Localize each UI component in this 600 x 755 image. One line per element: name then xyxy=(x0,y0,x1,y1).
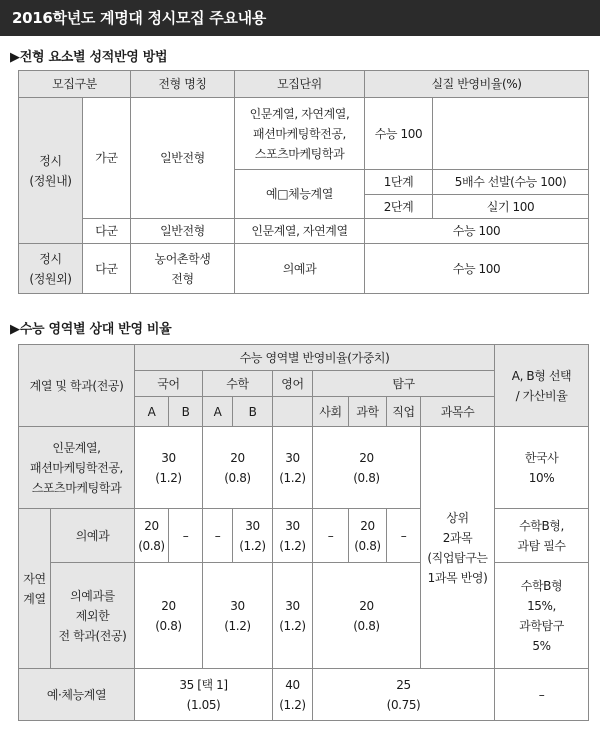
units-general: 인문계열, 자연계열, 패션마케팅학전공, 스포츠마케팅학과 xyxy=(235,98,365,170)
dept-medical: 의예과 xyxy=(51,509,135,563)
page-title: 2016학년도 계명대 정시모집 주요내용 xyxy=(0,0,600,36)
header-ratio-weight: 수능 영역별 반영비율(가중치) xyxy=(135,345,495,371)
unit-arts: 예□체능계열 xyxy=(235,170,365,219)
bonus-nature: 수학B형 15%, 과학탐구 5% xyxy=(495,563,589,669)
header-count: 과목수 xyxy=(421,397,495,427)
dept-nature-others: 의예과를 제외한 전 학과(전공) xyxy=(51,563,135,669)
header-math-a: A xyxy=(203,397,233,427)
tamgu-nature: 20 (0.8) xyxy=(313,563,421,669)
header-social: 사회 xyxy=(313,397,349,427)
units-da: 인문계열, 자연계열 xyxy=(235,219,365,244)
header-dept: 계열 및 학과(전공) xyxy=(19,345,135,427)
header-math-b: B xyxy=(233,397,273,427)
category-regular-in: 정시 (정원내) xyxy=(19,98,83,244)
header-tamgu: 탐구 xyxy=(313,371,495,397)
header-korean-b: B xyxy=(169,397,203,427)
english-humanities: 30 (1.2) xyxy=(273,427,313,509)
ratio-suneung-out: 수능 100 xyxy=(365,244,589,294)
math-b-medical: 30 (1.2) xyxy=(233,509,273,563)
section-title-scoring: ▶전형 요소별 성적반영 방법 xyxy=(10,50,168,65)
admission-general-ga: 일반전형 xyxy=(131,98,235,219)
header-science: 과학 xyxy=(349,397,387,427)
job-medical: – xyxy=(387,509,421,563)
stage-1: 1단계 xyxy=(365,170,433,195)
header-category: 모집구분 xyxy=(19,71,131,98)
scoring-table xyxy=(18,70,589,294)
group-da: 다군 xyxy=(83,219,131,244)
tamgu-humanities: 20 (0.8) xyxy=(313,427,421,509)
korean-math-arts: 35 [택 1] (1.05) xyxy=(135,669,273,721)
header-bonus: A, B형 선택 / 가산비율 xyxy=(495,345,589,427)
header-english: 영어 xyxy=(273,371,313,397)
english-arts: 40 (1.2) xyxy=(273,669,313,721)
header-unit: 모집단위 xyxy=(235,71,365,98)
dept-nature-group: 자연 계열 xyxy=(19,509,51,669)
ratio-suneung-ga: 수능 100 xyxy=(365,98,433,170)
math-a-medical: – xyxy=(203,509,233,563)
stage-2: 2단계 xyxy=(365,195,433,219)
korean-humanities: 30 (1.2) xyxy=(135,427,203,509)
unit-medical: 의예과 xyxy=(235,244,365,294)
korean-a-medical: 20 (0.8) xyxy=(135,509,169,563)
header-math: 수학 xyxy=(203,371,273,397)
tamgu-arts: 25 (0.75) xyxy=(313,669,495,721)
english-medical: 30 (1.2) xyxy=(273,509,313,563)
group-da-out: 다군 xyxy=(83,244,131,294)
english-nature: 30 (1.2) xyxy=(273,563,313,669)
science-medical: 20 (0.8) xyxy=(349,509,387,563)
header-ratio: 실질 반영비율(%) xyxy=(365,71,589,98)
section-title-suneung: ▶수능 영역별 상대 반영 비율 xyxy=(10,322,172,337)
category-regular-out: 정시 (정원외) xyxy=(19,244,83,294)
header-korean: 국어 xyxy=(135,371,203,397)
dept-arts: 예·체능계열 xyxy=(19,669,135,721)
dept-humanities: 인문계열, 패션마케팅학전공, 스포츠마케팅학과 xyxy=(19,427,135,509)
social-medical: – xyxy=(313,509,349,563)
math-humanities: 20 (0.8) xyxy=(203,427,273,509)
bonus-medical: 수학B형, 과탐 필수 xyxy=(495,509,589,563)
bonus-arts: – xyxy=(495,669,589,721)
stage-2-value: 실기 100 xyxy=(433,195,589,219)
group-ga: 가군 xyxy=(83,98,131,219)
header-english-sub xyxy=(273,397,313,427)
stage-1-value: 5배수 선발(수능 100) xyxy=(433,170,589,195)
subject-count: 상위 2과목 (직업탐구는 1과목 반영) xyxy=(421,427,495,669)
korean-nature: 20 (0.8) xyxy=(135,563,203,669)
header-admission-name: 전형 명칭 xyxy=(131,71,235,98)
korean-b-medical: – xyxy=(169,509,203,563)
ratio-suneung-da: 수능 100 xyxy=(365,219,589,244)
math-nature: 30 (1.2) xyxy=(203,563,273,669)
admission-farm: 농어촌학생 전형 xyxy=(131,244,235,294)
suneung-ratio-table xyxy=(18,344,589,721)
bonus-humanities: 한국사 10% xyxy=(495,427,589,509)
header-korean-a: A xyxy=(135,397,169,427)
header-job: 직업 xyxy=(387,397,421,427)
admission-general-da: 일반전형 xyxy=(131,219,235,244)
ratio-empty xyxy=(433,98,589,170)
